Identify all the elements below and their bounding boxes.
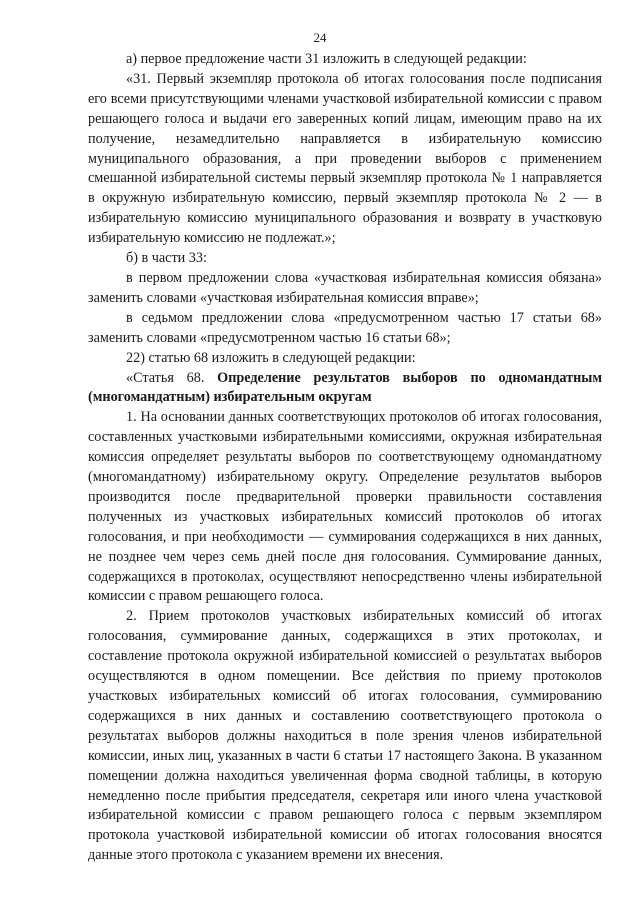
- paragraph-part-33-intro: б) в части 33:: [126, 250, 207, 267]
- paragraph-article-68-part-1: 1. На основании данных соответствующих протоколов об итогах голосования, составленных участковыми избирательными комиссиями, окружная избирательная комиссия определяет результаты выборов по соответствующему одномандатному (многомандатному) избирательному округу. Определение результатов выборов производится после предварительной проверки правильности составления полученных из участковых избирательных комиссий протоколов об итогах голосования, и при необходимости — суммирования содержащихся в них данных, не позднее чем через семь дней после дня голосования. Суммирование данных, содержащихся в протоколах, осуществляют непосредственно члены избирательной комиссии с правом решающего голоса.: [88, 409, 602, 605]
- paragraph-amend-part-31: а) первое предложение части 31 изложить в следующей редакции:: [126, 51, 527, 67]
- paragraph-part-31-text: «31. Первый экземпляр протокола об итогах голосования после подписания его всеми присутствующими членами участковой избирательной комиссии с правом решающего голоса и выдачи его заверенных копий лицам, имеющим право на их получение, незамедлительно направляется в избирательную комиссию муниципального образования, а при проведении выборов с применением смешанной избирательной системы первый экземпляр протокола № 1 направляется в окружную избирательную комиссию, первый экземпляр протокола № 2 — в избирательную комиссию муниципального образования и возврату в участковую избирательную комиссию не подлежат.»;: [88, 70, 602, 247]
- article-68-title: [88, 369, 602, 409]
- article-68-heading: Определение результатов выборов по одномандатным (многомандатным) избирательным округам: [88, 369, 602, 406]
- paragraph-seventh-sentence-change: в седьмом предложении слова «предусмотренном частью 17 статьи 68» заменить словами «предусмотренном частью 16 статьи 68»;: [88, 309, 602, 346]
- paragraph-article-68-part-2: 2. Прием протоколов участковых избирательных комиссий об итогах голосования, суммирование данных, содержащихся в этих протоколах, и составление протокола окружной избирательной комиссией о результатах выборов осуществляются в одном помещении. Все действия по приему протоколов участковых избирательных комиссий об итогах голосования, суммированию содержащихся в них данных и составлению соответствующего протокола о результатах выборов должны находиться в поле зрения членов избирательной комиссии, иных лиц, указанных в части 6 статьи 17 настоящего Закона. В указанном помещении должна находиться увеличенная форма сводной таблицы, в которую немедленно после прибытия председателя, секретаря или иного члена участковой избирательной комиссии с правом решающего голоса с первым экземпляром протокола участковой избирательной комиссии об итогах голосования вносятся данные этого протокола с указанием времени их внесения.: [88, 608, 602, 864]
- page-number: 24: [313, 30, 327, 45]
- document-body: [88, 50, 602, 866]
- article-68-prefix: «Статья 68.: [126, 369, 218, 386]
- paragraph-article-68-intro: 22) статью 68 изложить в следующей редакции:: [126, 349, 416, 366]
- paragraph-first-sentence-change: в первом предложении слова «участковая избирательная комиссия обязана» заменить словами «участковая избирательная комиссия вправе»;: [88, 269, 602, 306]
